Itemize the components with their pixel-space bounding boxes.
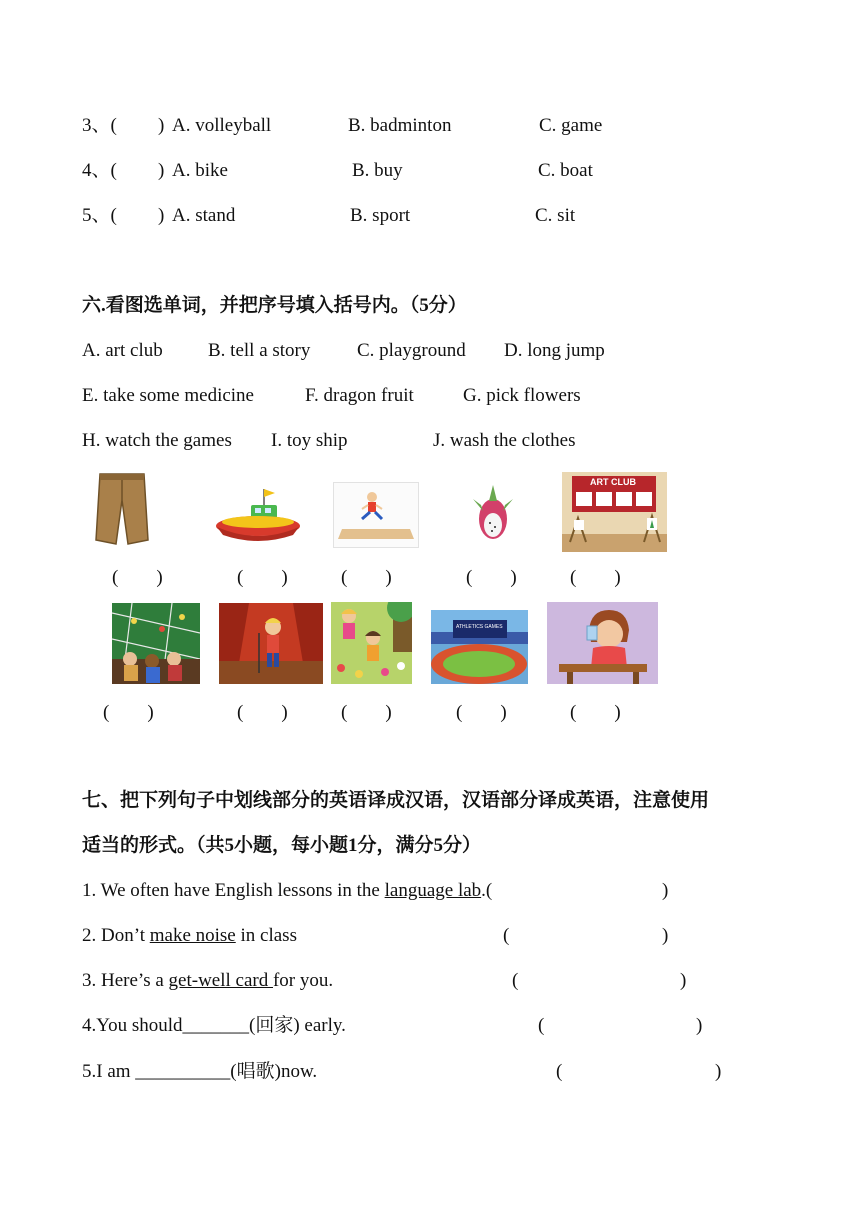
- option-c: C. boat: [538, 160, 593, 181]
- option-a: A. bike: [172, 160, 228, 181]
- translation-question-1: [82, 879, 492, 903]
- answer-paren: ( ): [112, 567, 163, 588]
- answer-paren: ( ): [570, 567, 621, 588]
- answer-paren-close: ): [158, 160, 165, 181]
- word-option: G. pick flowers: [463, 385, 581, 406]
- pick-flowers-picture: [331, 602, 412, 684]
- answer-paren-open: (: [512, 970, 519, 991]
- answer-paren: ( ): [103, 702, 154, 723]
- stadium-sign-text: ATHLETICS GAMES: [456, 624, 503, 630]
- word-option: C. playground: [357, 340, 466, 361]
- sentence-text: 2. Don’t: [82, 925, 150, 946]
- playground-picture: [431, 610, 528, 684]
- option-c: C. sit: [535, 205, 576, 226]
- translation-question-4: 4.You should_______(回家) early.: [82, 1015, 346, 1036]
- question-number: 4、(: [82, 160, 117, 181]
- option-c: C. game: [539, 115, 603, 136]
- option-b: B. badminton: [348, 115, 452, 136]
- long-jump-picture: [333, 482, 419, 548]
- answer-paren-close: ): [680, 970, 687, 991]
- answer-paren-open: (: [503, 925, 510, 946]
- word-option: F. dragon fruit: [305, 385, 414, 406]
- section-6-heading: 六.看图选单词，并把序号填入括号内。（5分）: [82, 295, 467, 316]
- art-club-sign-text: ART CLUB: [590, 477, 636, 487]
- sentence-text: 3. Here’s a: [82, 970, 169, 991]
- underlined-phrase: make noise: [149, 925, 236, 946]
- tell-a-story-picture: [219, 603, 323, 684]
- answer-paren-open: (: [556, 1061, 563, 1082]
- word-option: A. art club: [82, 340, 163, 361]
- word-option: I. toy ship: [271, 430, 348, 451]
- translation-question-2: [82, 924, 297, 948]
- translation-question-5: 5.I am __________(唱歌)now.: [82, 1061, 318, 1082]
- sentence-text: .(: [481, 880, 493, 901]
- word-option: D. long jump: [504, 340, 605, 361]
- sentence-text: in class: [235, 925, 297, 946]
- word-option: E. take some medicine: [82, 385, 254, 406]
- answer-paren: ( ): [570, 702, 621, 723]
- answer-paren-close: ): [662, 925, 669, 946]
- answer-paren-open: (: [538, 1015, 545, 1036]
- answer-paren-close: ): [662, 880, 669, 901]
- underlined-phrase: language lab: [384, 880, 482, 901]
- word-option: J. wash the clothes: [433, 430, 576, 451]
- answer-paren: ( ): [341, 702, 392, 723]
- question-number: 3、(: [82, 115, 117, 136]
- answer-paren: ( ): [237, 567, 288, 588]
- answer-paren: ( ): [341, 567, 392, 588]
- sentence-text: for you.: [272, 970, 334, 991]
- answer-paren-close: ): [158, 205, 165, 226]
- option-b: B. buy: [352, 160, 403, 181]
- word-option: H. watch the games: [82, 430, 232, 451]
- answer-paren-close: ): [158, 115, 165, 136]
- option-b: B. sport: [350, 205, 411, 226]
- dragon-fruit-picture: [467, 481, 517, 547]
- question-number: 5、(: [82, 205, 117, 226]
- translation-question-3: [82, 969, 333, 993]
- sentence-text: 1. We often have English lessons in the: [82, 880, 385, 901]
- toy-ship-picture: [215, 485, 301, 543]
- answer-paren-close: ): [696, 1015, 703, 1036]
- art-club-picture: [562, 472, 667, 552]
- word-option: B. tell a story: [208, 340, 311, 361]
- watch-games-picture: [112, 603, 200, 684]
- answer-paren: ( ): [237, 702, 288, 723]
- shorts-picture: [94, 470, 150, 548]
- option-a: A. stand: [172, 205, 236, 226]
- underlined-phrase: get-well card: [168, 970, 273, 991]
- answer-paren: ( ): [466, 567, 517, 588]
- answer-paren-close: ): [715, 1061, 722, 1082]
- answer-paren: ( ): [456, 702, 507, 723]
- section-7-heading-cont: 适当的形式。（共5小题，每小题1分，满分5分）: [82, 835, 482, 856]
- take-medicine-picture: [547, 602, 658, 684]
- option-a: A. volleyball: [172, 115, 272, 136]
- section-7-heading: 七、把下列句子中划线部分的英语译成汉语，汉语部分译成英语，注意使用: [82, 790, 710, 811]
